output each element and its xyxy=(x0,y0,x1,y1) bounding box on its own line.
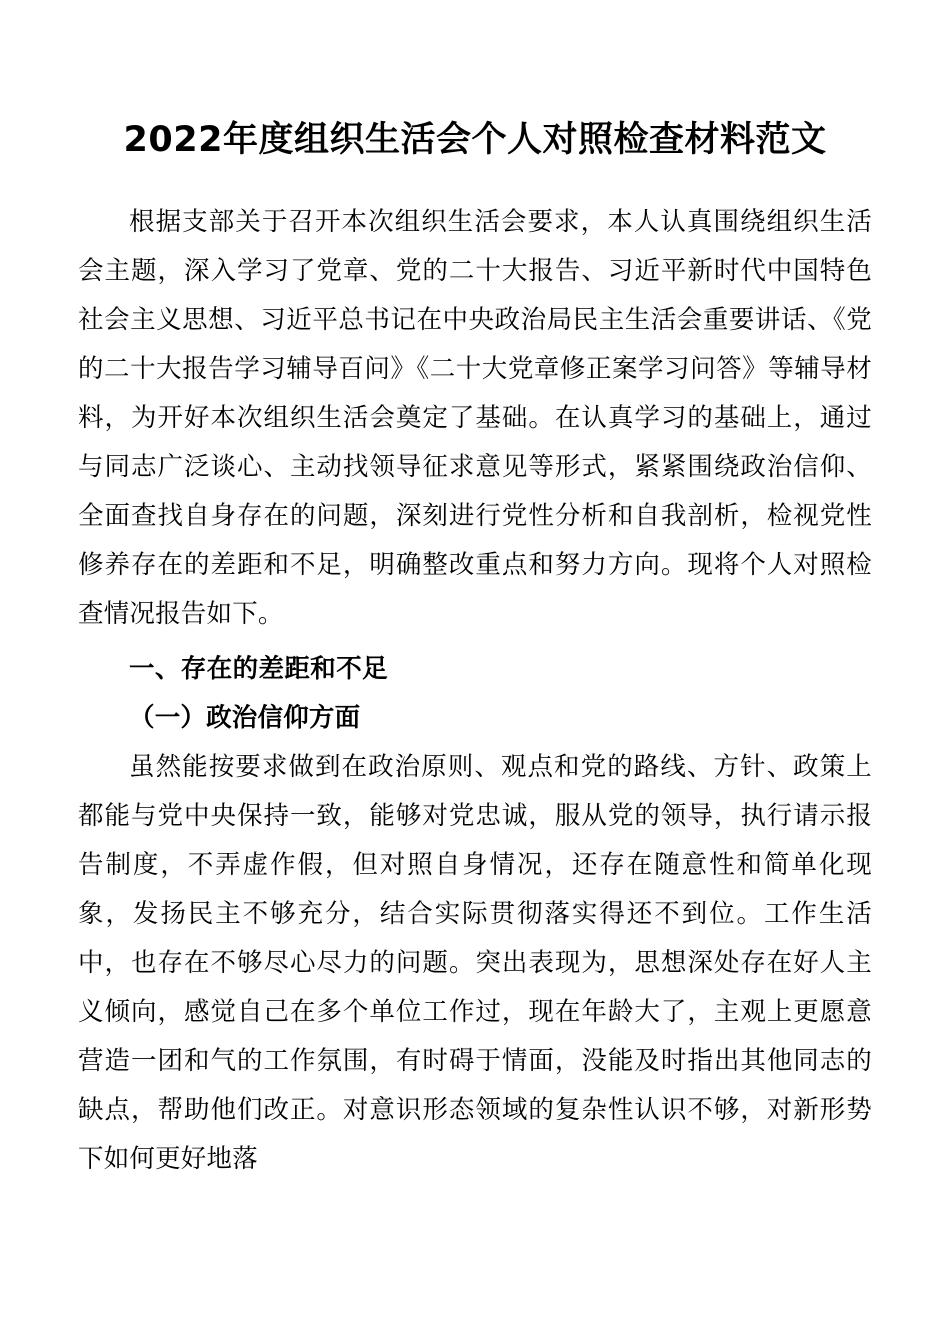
section-heading-1: 一、存在的差距和不足 xyxy=(129,653,389,684)
intro-paragraph: 根据支部关于召开本次组织生活会要求，本人认真围绕组织生活会主题，深入学习了党章、党的二十大报告、习近平新时代中国特色社会主义思想、习近平总书记在中央政治局民主生活会重要讲话、《党的二十大报告学习辅导百问》《二十大党章修正案学习问答》等辅导材料，为开好本次组织生活会奠定了基础。在认真学习的基础上，通过与同志广泛谈心、主动找领导征求意见等形式，紧紧围绕政治信仰、全面查找自身存在的问题，深刻进行党性分析和自我剖析，检视党性修养存在的差距和不足，明确整改重点和努力方向。现将个人对照检查情况报告如下。 xyxy=(78,206,872,629)
page-title: 2022年度组织生活会个人对照检查材料范文 xyxy=(123,120,827,160)
subsection-1-1-paragraph: 虽然能按要求做到在政治原则、观点和党的路线、方针、政策上都能与党中央保持一致，能够对党忠诚，服从党的领导，执行请示报告制度，不弄虚作假，但对照自身情况，还存在随意性和简单化现象，发扬民主不够充分，结合实际贯彻落实得还不到位。工作生活中，也存在不够尽心尽力的问题。突出表现为，思想深处存在好人主义倾向，感觉自己在多个单位工作过，现在年龄大了，主观上更愿意营造一团和气的工作氛围，有时碍于情面，没能及时指出其他同志的缺点，帮助他们改正。对意识形态领域的复杂性认识不够，对新形势下如何更好地落 xyxy=(78,751,872,1174)
subsection-heading-1-1: （一）政治信仰方面 xyxy=(129,702,361,733)
